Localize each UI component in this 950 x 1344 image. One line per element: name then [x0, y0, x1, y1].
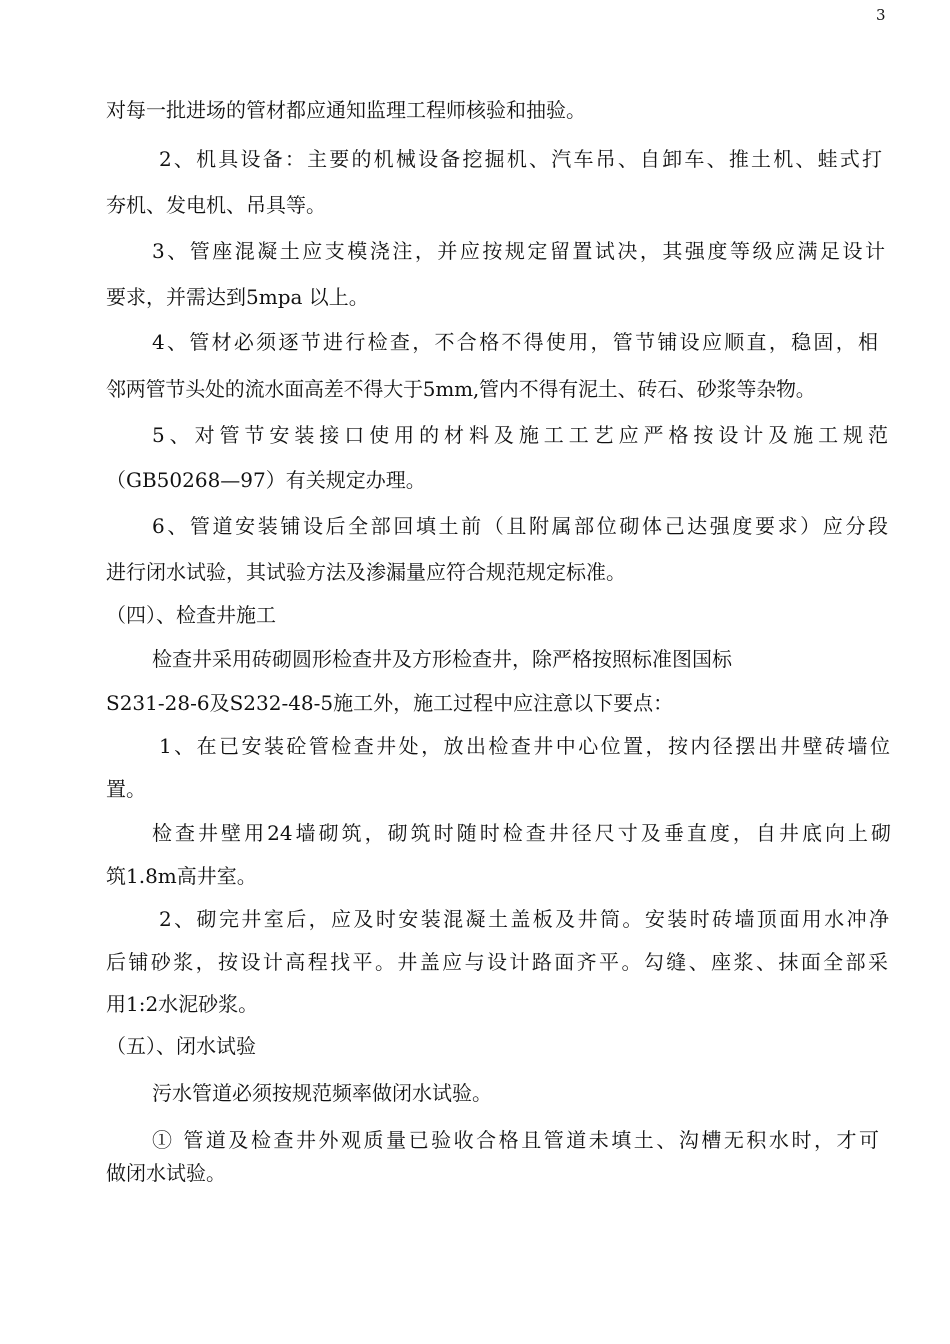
text-line: ① 管道及检查井外观质量已验收合格且管道未填土、沟槽无积水时，才可: [152, 1128, 879, 1152]
text-line: 做闭水试验。: [106, 1161, 226, 1185]
text-line: 置。: [106, 777, 146, 801]
text-line: 3、管座混凝土应支模浇注，并应按规定留置试决，其强度等级应满足设计: [152, 239, 885, 263]
text-line: 检查井壁用24墙砌筑，砌筑时随时检查井径尺寸及垂直度，自井底向上砌: [152, 821, 891, 845]
text-line: 5、对管节安装接口使用的材料及施工工艺应严格按设计及施工规范: [152, 423, 888, 447]
text-line: 夯机、发电机、吊具等。: [106, 193, 326, 217]
text-line: 邻两管节头处的流水面高差不得大于5mm,管内不得有泥土、砖石、砂浆等杂物。: [106, 377, 816, 401]
text-line: （GB50268—97）有关规定办理。: [106, 468, 426, 492]
text-line: 筑1.8m高井室。: [106, 864, 257, 888]
text-line: 进行闭水试验，其试验方法及渗漏量应符合规范规定标准。: [106, 560, 626, 584]
text-line: 检查井采用砖砌圆形检查井及方形检查井，除严格按照标准图国标: [152, 647, 732, 671]
text-line: 污水管道必须按规范频率做闭水试验。: [152, 1081, 492, 1105]
section-heading: （四）、检查井施工: [106, 603, 276, 627]
text-line: 用1:2水泥砂浆。: [106, 992, 259, 1016]
text-line: 1、在已安装砼管检查井处，放出检查井中心位置，按内径摆出井壁砖墙位: [159, 734, 890, 758]
text-line: 要求，并需达到5mpa 以上。: [106, 285, 369, 309]
text-line: 后铺砂浆，按设计高程找平。井盖应与设计路面齐平。勾缝、座浆、抹面全部采: [106, 950, 888, 974]
text-line: 对每一批进场的管材都应通知监理工程师核验和抽验。: [106, 98, 586, 122]
text-line: 2、砌完井室后，应及时安装混凝土盖板及井筒。安装时砖墙顶面用水冲净: [159, 907, 889, 931]
section-heading: （五）、闭水试验: [106, 1034, 256, 1058]
text-line: 2、机具设备：主要的机械设备挖掘机、汽车吊、自卸车、推土机、蛙式打: [159, 147, 882, 171]
page-number: 3: [876, 6, 886, 24]
text-line: 6、管道安装铺设后全部回填土前（且附属部位砌体己达强度要求）应分段: [152, 514, 888, 538]
text-line: 4、管材必须逐节进行检查，不合格不得使用，管节铺设应顺直，稳固，相: [152, 330, 878, 354]
text-line: S231-28-6及S232-48-5施工外，施工过程中应注意以下要点：: [106, 691, 674, 715]
